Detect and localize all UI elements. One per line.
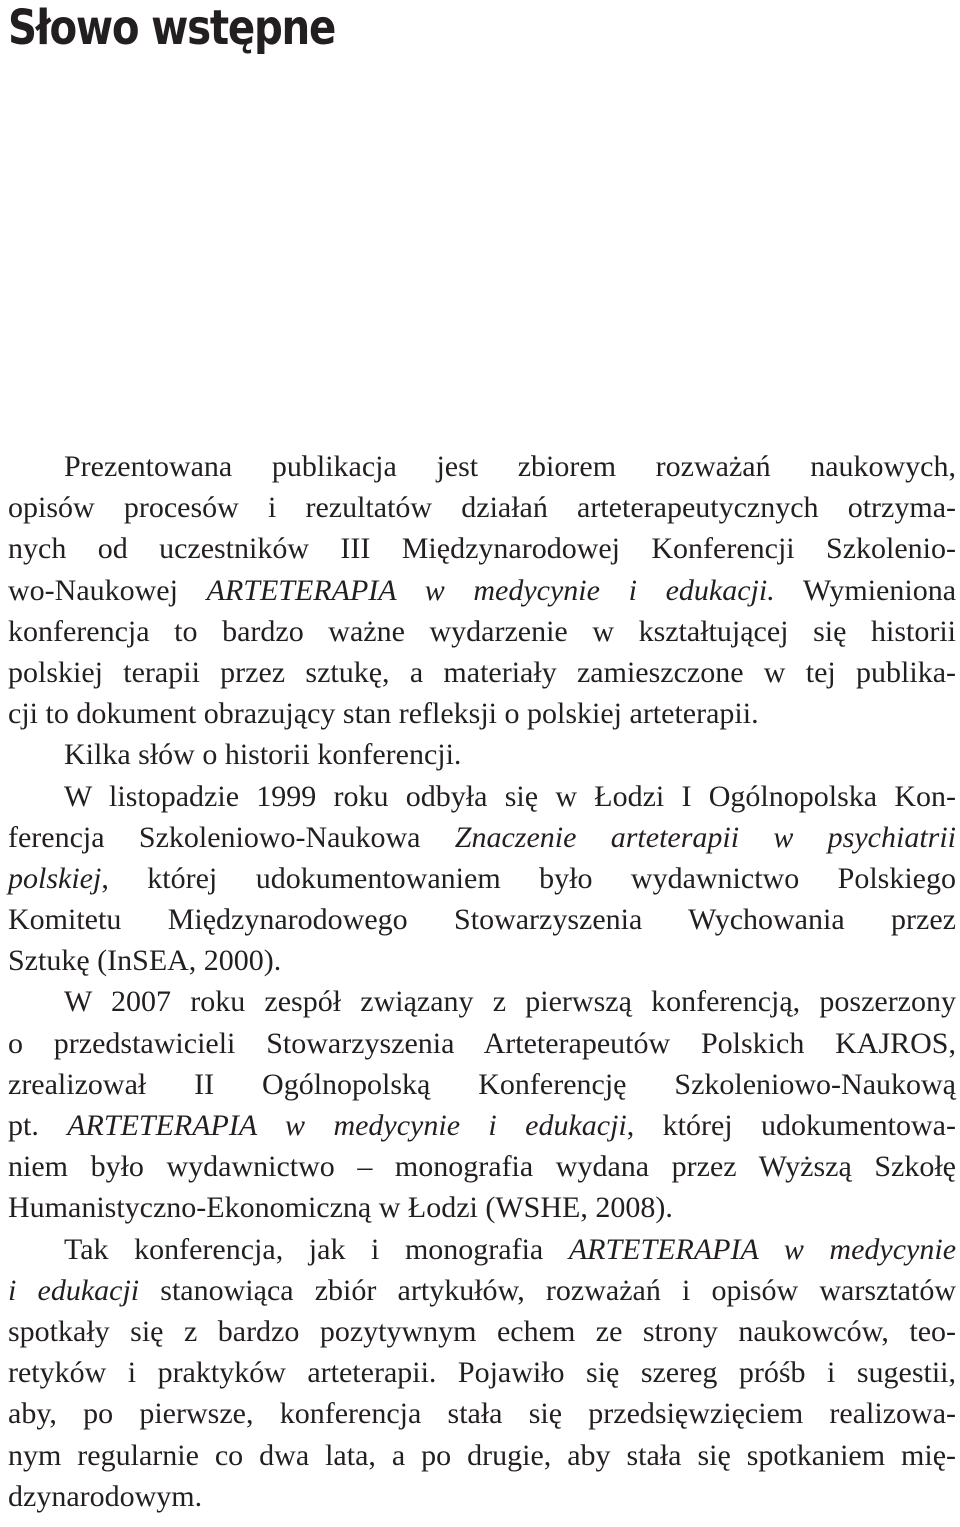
italic-title: polskiej (8, 861, 102, 895)
text-line: dzynarodowym. (8, 1479, 203, 1513)
text-line: opisów procesów i rezultatów działań arteterapeutycznych otrzyma- (8, 491, 956, 525)
italic-title: ARTETERAPIA w medycynie i edukacji. (206, 573, 775, 607)
text-run: , której udokumentowaniem było wydawnictwo Polskiego (101, 861, 956, 895)
italic-title: Znaczenie arteterapii w psychiatrii (454, 820, 956, 854)
paragraph-reception (8, 1229, 956, 1517)
text-line: Sztukę (InSEA, 2000). (8, 944, 282, 978)
text-line: o przedstawicieli Stowarzyszenia Arteterapeutów Polskich KAJROS, (8, 1026, 956, 1060)
text-line (8, 1229, 956, 1270)
text-run: , której udokumentowa- (626, 1109, 956, 1142)
italic-title: i edukacji (8, 1273, 140, 1307)
italic-title: ARTETERAPIA w medycynie i edukacji (67, 1109, 627, 1142)
text-line: polskiej terapii przez sztukę, a materiały zamieszczone w tej publika- (8, 655, 956, 689)
text-line: cji to dokument obrazujący stan refleksji o polskiej arteterapii. (8, 697, 759, 731)
text-line: W 2007 roku zespół związany z pierwszą konferencją, poszerzony (64, 985, 956, 1019)
text-run: pt. (8, 1109, 68, 1142)
text-line: retyków i praktyków arteterapii. Pojawiło się szereg próśb i sugestii, (8, 1356, 956, 1390)
text-line: Kilka słów o historii konferencji. (64, 738, 462, 772)
text-line: spotkały się z bardzo pozytywnym echem ze strony naukowców, teo- (8, 1314, 956, 1348)
text-line: nych od uczestników III Międzynarodowej Konferencji Szkolenio- (8, 532, 956, 566)
text-line (8, 817, 956, 858)
paragraph-second-conference (8, 981, 956, 1228)
italic-title: ARTETERAPIA w medycynie (568, 1232, 957, 1266)
text-run: wo-Naukowej (8, 573, 207, 607)
text-line: konferencja to bardzo ważne wydarzenie w kształtującej się historii (8, 614, 956, 648)
paragraph-first-conference (8, 776, 956, 982)
text-line: niem było wydawnictwo – monografia wydana przez Wyższą Szkołę (8, 1150, 956, 1184)
text-line: Prezentowana publikacja jest zbiorem rozważań naukowych, (64, 450, 956, 483)
text-run: Wymieniona (774, 573, 957, 607)
text-line (8, 1270, 956, 1311)
text-line (8, 570, 956, 611)
text-line: aby, po pierwsze, konferencja stała się przedsięwzięciem realizowa- (8, 1397, 956, 1431)
body-text (8, 446, 956, 1517)
text-run: stanowiąca zbiór artykułów, rozważań i opisów warsztatów (139, 1273, 956, 1307)
text-line: Humanistyczno-Ekonomiczną w Łodzi (WSHE, 2008). (8, 1191, 673, 1225)
text-line: W listopadzie 1999 roku odbyła się w Łodzi I Ogólnopolska Kon- (64, 779, 956, 813)
paragraph-history-intro (8, 734, 956, 775)
text-line: zrealizował II Ogólnopolską Konferencję Szkoleniowo-Naukową (8, 1067, 956, 1101)
text-line (8, 1105, 956, 1146)
text-line (8, 858, 956, 899)
paragraph-intro (8, 446, 956, 734)
text-line: Komitetu Międzynarodowego Stowarzyszenia Wychowania przez (8, 903, 956, 937)
text-run: Tak konferencja, jak i monografia (64, 1232, 569, 1266)
page-title: Słowo wstępne (8, 0, 336, 56)
text-line: nym regularnie co dwa lata, a po drugie, aby stała się spotkaniem mię- (8, 1438, 956, 1472)
text-run: ferencja Szkoleniowo-Naukowa (8, 820, 455, 854)
